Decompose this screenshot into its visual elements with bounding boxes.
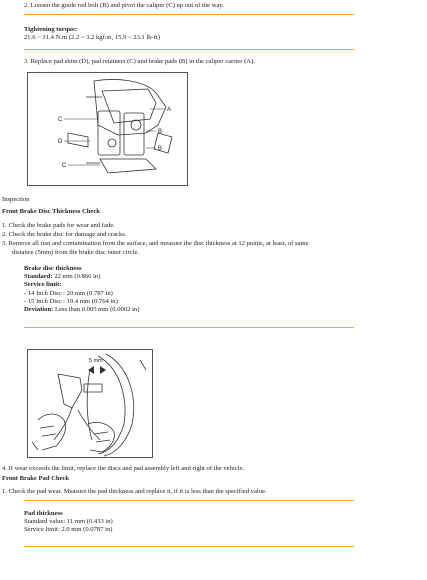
disc-deviation-label: Deviation: — [24, 306, 54, 314]
fig1-label-c-bottom: C — [62, 163, 67, 169]
disc-step-2: 2. Check the brake disc for damage and cracks. — [2, 231, 127, 238]
torque-value: 21.6 ~ 31.4 N.m (2.2 ~ 3.2 kgf.m, 15.9 ~ 23.1 lb-ft) — [24, 34, 160, 42]
caliper-drawing — [28, 73, 187, 185]
inspection-label: Inspection — [2, 196, 30, 203]
pad-step-1: 1. Check the pad wear. Measure the pad thickness and replace it, if it is less than the specified value. — [2, 488, 267, 495]
step-2-text: 2. Loosen the guide rod bolt (B) and pivot the caliper (C) up out of the way. — [24, 2, 224, 9]
fig1-label-a: A — [167, 107, 172, 113]
disc-spec-title: Brake disc thickness — [24, 265, 82, 272]
pad-heading-text: Front Brake Pad Check — [2, 475, 70, 482]
disc-heading-text: Front Brake Disc Thickness Check — [2, 208, 100, 215]
disc-limit-15: - 15 Inch Disc : 19.4 mm (0.764 in) — [24, 297, 118, 305]
disc-standard-value: 22 mm (0.866 in) — [52, 273, 101, 281]
pad-service: Service limit: 2.0 mm (0.0787 in) — [24, 526, 113, 534]
divider — [24, 14, 354, 15]
pad-spec-note — [24, 510, 354, 535]
disc-limit-14: - 14 Inch Disc : 20 mm (0.787 in) — [24, 289, 113, 297]
divider — [24, 327, 354, 328]
fig2-label-5mm: 5 mm — [89, 358, 103, 364]
disc-step-1: 1. Check the brake pads for wear and fade. — [2, 222, 115, 229]
pad-standard: Standard value: 11 mm (0.433 in) — [24, 518, 113, 526]
disc-deviation-value: Less than 0.005 mm (0.0002 in) — [53, 306, 140, 314]
torque-title: Tightening torque: — [24, 26, 78, 33]
fig1-label-d: D — [58, 139, 63, 145]
fig1-label-c-top: C — [58, 117, 63, 123]
disc-step-3-cont: distance (5mm) from the brake disc outer circle. — [12, 249, 140, 256]
fig1-label-b-top: B — [158, 129, 163, 135]
divider — [24, 49, 354, 50]
disc-service-label: Service limit: — [24, 281, 62, 289]
disc-step-3: 3. Remove all rust and contamination from the surface, and measure the disc thickness at 12 points, at least, of same — [2, 240, 309, 247]
disc-measure-figure — [27, 349, 153, 458]
disc-spec-note — [24, 265, 354, 314]
pad-spec-title: Pad thickness — [24, 510, 63, 517]
torque-note — [24, 26, 354, 42]
disc-step-4: 4. If wear exceeds the limit, replace the discs and pad assembly left and right of the vehicle. — [2, 465, 245, 472]
fig1-label-b-bottom: B — [158, 146, 163, 152]
step-3-text: 3. Replace pad shim (D), pad retainers (C) and brake pads (B) in the caliper carrier (A). — [24, 58, 255, 65]
disc-standard-label: Standard: — [24, 273, 53, 281]
caliper-figure — [27, 72, 188, 186]
disc-measure-drawing — [28, 350, 152, 457]
divider — [24, 546, 354, 547]
divider — [24, 500, 354, 501]
